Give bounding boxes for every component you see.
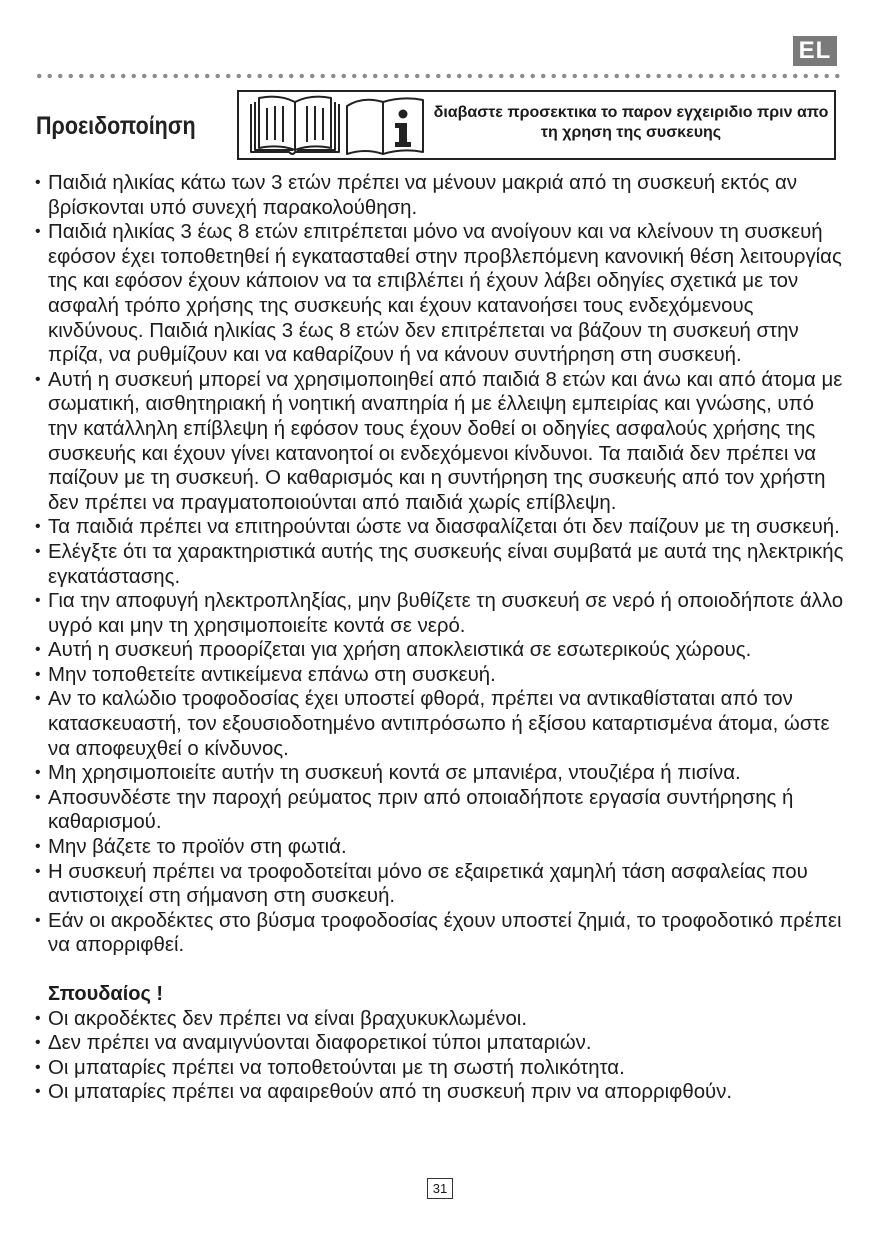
warnings-list xyxy=(34,171,844,958)
notice-text: διαβαστε προσεκτικα το παρον εγχειριδιο πριν απο τη χρηση της συσκευης xyxy=(433,104,829,141)
page-number: 31 xyxy=(427,1178,453,1199)
dotted-divider xyxy=(34,73,840,79)
warning-item: • Παιδιά ηλικίας 3 έως 8 ετών επιτρέπεται μόνο να ανοίγουν και να κλείνουν τη συσκευή εφόσον έχει τοποθετηθεί ή εγκατασταθεί στην προβλεπόμενη κανονική θέση λειτουργίας της και εφόσον έχουν κάποιον να τα επιβλέπει ή έχουν λάβει οδηγίες σχετικά με τον ασφαλή τρόπο χρήσης της συσκευής και έχουν κατανοήσει τους ενδεχόμενους κινδύνους. Παιδιά ηλικίας 3 έως 8 ετών δεν επιτρέπεται να βάζουν τη συσκευή στην πρίζα, να ρυθμίζουν και να καθαρίζουν ή να κάνουν συντήρηση στη συσκευή. xyxy=(34,220,844,368)
language-badge: EL xyxy=(793,36,837,66)
read-manual-notice xyxy=(237,90,836,160)
important-item: • Δεν πρέπει να αναμιγνύονται διαφορετικοί τύποι μπαταριών. xyxy=(34,1031,844,1056)
warning-item: • Μην τοποθετείτε αντικείμενα επάνω στη συσκευή. xyxy=(34,663,844,688)
warning-item: • Μην βάζετε το προϊόν στη φωτιά. xyxy=(34,835,844,860)
warnings-content xyxy=(34,171,844,1105)
important-heading: Σπουδαίος ! xyxy=(48,983,164,1005)
warning-item: • Ελέγξτε ότι τα χαρακτηριστικά αυτής της συσκευής είναι συμβατά με αυτά της ηλεκτρικής εγκατάστασης. xyxy=(34,540,844,589)
warning-item: • Για την αποφυγή ηλεκτροπληξίας, μην βυθίζετε τη συσκευή σε νερό ή οποιοδήποτε άλλο υγρό και μην τη χρησιμοποιείτε κοντά σε νερό. xyxy=(34,589,844,638)
important-item: • Οι ακροδέκτες δεν πρέπει να είναι βραχυκυκλωμένοι. xyxy=(34,1007,844,1032)
page-title: Προειδοποίηση xyxy=(36,112,196,140)
important-item: • Οι μπαταρίες πρέπει να αφαιρεθούν από τη συσκευή πριν να απορριφθούν. xyxy=(34,1080,844,1105)
warning-item: • Η συσκευή πρέπει να τροφοδοτείται μόνο σε εξαιρετικά χαμηλή τάση ασφαλείας που αντιστοιχεί στη σήμανση στη συσκευή. xyxy=(34,860,844,909)
warning-item: • Αυτή η συσκευή μπορεί να χρησιμοποιηθεί από παιδιά 8 ετών και άνω και από άτομα με σωματική, αισθητηριακή ή νοητική αναπηρία ή με έλλειψη εμπειρίας και γνώσης, υπό την κατάλληλη επίβλεψη ή εφόσον τους έχουν δοθεί οι οδηγίες ασφαλούς χρήσης της συσκευής και έχουν γίνει κατανοητοί οι ενδεχόμενοι κίνδυνοι. Τα παιδιά δεν πρέπει να παίζουν με τη συσκευή. Ο καθαρισμός και η συντήρηση της συσκευής από τον χρήστη δεν πρέπει να πραγματοποιούνται από παιδιά χωρίς επίβλεψη. xyxy=(34,368,844,516)
warning-item: • Εάν οι ακροδέκτες στο βύσμα τροφοδοσίας έχουν υποστεί ζημιά, το τροφοδοτικό πρέπει να απορριφθεί. xyxy=(34,909,844,958)
warning-item: • Αποσυνδέστε την παροχή ρεύματος πριν από οποιαδήποτε εργασία συντήρησης ή καθαρισμού. xyxy=(34,786,844,835)
warning-item: • Παιδιά ηλικίας κάτω των 3 ετών πρέπει να μένουν μακριά από τη συσκευή εκτός αν βρίσκονται υπό συνεχή παρακολούθηση. xyxy=(34,171,844,220)
warning-item: • Αυτή η συσκευή προορίζεται για χρήση αποκλειστικά σε εσωτερικούς χώρους. xyxy=(34,638,844,663)
warning-item: • Μη χρησιμοποιείτε αυτήν τη συσκευή κοντά σε μπανιέρα, ντουζιέρα ή πισίνα. xyxy=(34,761,844,786)
info-manual-icon xyxy=(343,92,429,158)
important-item: • Οι μπαταρίες πρέπει να τοποθετούνται με τη σωστή πολικότητα. xyxy=(34,1056,844,1081)
important-list xyxy=(34,1007,844,1105)
warning-item: • Αν το καλώδιο τροφοδοσίας έχει υποστεί φθορά, πρέπει να αντικαθίσταται από τον κατασκευαστή, τον εξουσιοδοτημένο αντιπρόσωπο ή εξίσου καταρτισμένα άτομα, ώστε να αποφευχθεί ο κίνδυνος. xyxy=(34,687,844,761)
open-book-icon xyxy=(245,92,345,158)
warning-item: • Τα παιδιά πρέπει να επιτηρούνται ώστε να διασφαλίζεται ότι δεν παίζουν με τη συσκευή. xyxy=(34,515,844,540)
